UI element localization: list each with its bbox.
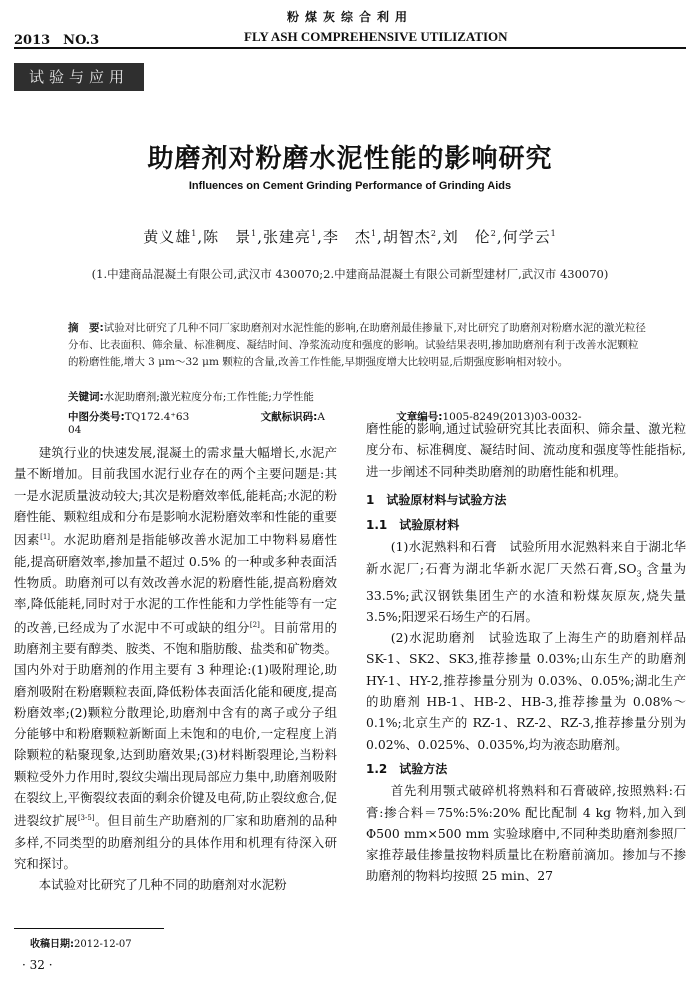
author: 胡智杰$^2$: [382, 228, 437, 246]
author: 何学云$^1$: [502, 228, 557, 246]
header-divider: [14, 47, 686, 49]
author: 张建亮$^1$: [263, 228, 318, 246]
journal-header: [14, 27, 686, 47]
affiliation: (1.中建商品混凝土有限公司,武汉市 430070;2.中建商品混凝土有限公司新型建材厂,武汉市 430070): [91, 267, 609, 281]
paragraph: (2)水泥助磨剂 试验选取了上海生产的助磨剂样品 SK-1、SK2、SK3,推荐掺量 0.03%;山东生产的助磨剂 HY-1、HY-2,推荐掺量分别为 0.03%、0.05%;湖北生产的助磨剂 HB-1、HB-2、HB-3,推荐掺量为 0.08%～0.1%;北京生产的 RZ-1、RZ-2、RZ-3,推荐掺量分别为 0.02%、0.025%、0.035%,均为液态助磨剂。: [366, 630, 686, 752]
right-column: [366, 418, 686, 887]
article-title-en: Influences on Cement Grinding Performance of Grinding Aids: [188, 180, 512, 192]
article-number: 文章编号:1005-8249(2013)03-0032-04: [68, 411, 582, 436]
issue-number: 2013 NO.3: [14, 33, 100, 48]
author: 李 杰$^1$: [322, 228, 378, 246]
journal-title-en: FLY ASH COMPREHENSIVE UTILIZATION: [244, 29, 508, 44]
citation: [3-5]: [77, 814, 95, 823]
abstract-text: 试验对比研究了几种不同厂家助磨剂对水泥性能的影响,在助磨剂最佳掺量下,对比研究了助磨剂对粉磨水泥的激光粒径分布、比表面积、筛余量、标准稠度、凝结时间、净浆流动度和强度的影响。试验结果表明,掺加助磨剂有利于改善水泥颗粒的粉磨性能,增大 3 μm～32 μm 颗粒的含量,改善工作性能,早期强度增大比较明显,后期强度影响相对较小。: [68, 322, 646, 368]
keywords-label: 关键词:: [68, 391, 104, 403]
subsection-heading: 1.1 试验原材料: [366, 518, 460, 533]
paragraph: (1)水泥熟料和石膏 试验所用水泥熟料来自于湖北华新水泥厂;石膏为湖北华新水泥厂天然石膏$,SO_3$ 含量为 33.5%;武汉钢铁集团生产的水渣和粉煤灰原灰,烧失量 3.5%;阳逻采石场生产的石屑。: [366, 539, 686, 624]
author-list: 黄义雄$^1$,陈 景$^1$,张建亮$^1$,李 杰$^1$,胡智杰$^2$,刘 伦$^2$,何学云$^1$: [143, 228, 557, 246]
clc-code: 中图分类号:TQ172.4⁺63: [68, 411, 190, 423]
citation: [1]: [40, 533, 51, 542]
abstract: [68, 320, 648, 371]
article-title-cn: 助磨剂对粉磨水泥性能的影响研究: [147, 144, 553, 174]
footnote-divider: [14, 928, 164, 929]
subsection-heading: 1.2 试验方法: [366, 761, 448, 776]
author: 黄义雄$^1$: [143, 228, 198, 246]
section-heading: 1 试验原材料与试验方法: [366, 492, 507, 507]
doc-code: 文献标识码:A: [260, 411, 325, 423]
author: 陈 景$^1$: [203, 228, 258, 246]
keywords: [68, 389, 648, 404]
left-column: [14, 442, 337, 896]
citation: [2]: [249, 620, 260, 629]
received-date: 收稿日期:2012-12-07: [30, 939, 132, 950]
abstract-label: 摘 要:: [68, 322, 104, 334]
paragraph: 本试验对比研究了几种不同的助磨剂对水泥粉: [38, 877, 287, 893]
author: 刘 伦$^2$: [442, 228, 497, 246]
section-tag: 试验与应用: [14, 63, 144, 91]
paragraph: 磨性能的影响,通过试验研究其比表面积、筛余量、激光粒度分布、标准稠度、凝结时间、流动度和强度等性能指标,进一步阐述不同种类助磨剂的助磨性能和机理。: [366, 421, 686, 479]
journal-title-cn: 粉煤灰综合利用: [286, 10, 413, 24]
keywords-text: 水泥助磨剂;激光粒度分布;工作性能;力学性能: [103, 391, 314, 403]
page-number: · 32 ·: [22, 958, 53, 972]
paragraph: 建筑行业的快速发展,混凝土的需求量大幅增长,水泥产量不断增加。目前我国水泥行业存在的两个主要问题是:其一是水泥质量波动较大;其次是粉磨效率低,能耗高;水泥的粉磨性能、颗粒组成和分布是影响水泥粉磨效率和性能的重要因素[1]。水泥助磨剂是指能够改善水泥加工中物料易磨性能,提高研磨效率,掺加量不超过 0.5% 的一种或多种表面活性物质。助磨剂可以有效改善水泥的粉磨性能,提高粉磨效率,降低能耗,同时对于水泥的工作性能和力学性能等有一定的改善,已经成为了水泥中不可或缺的组分[2]。目前常用的助磨剂主要有醇类、胺类、不饱和脂肪酸、盐类和矿物类。国内外对于助磨剂的作用主要有 3 种理论:(1)吸附理论,助磨剂吸附在粉磨颗粒表面,降低粉体表面活化能和硬度,提高粉磨效率;(2)颗粒分散理论,助磨剂中含有的离子或分子组分能够中和粉磨颗粒新断面上未饱和的电价,一定程度上消除颗粒的粘聚现象,达到助磨效果;(3)材料断裂理论,当粉料颗粒受外力作用时,裂纹尖端出现局部应力集中,助磨剂吸附在裂纹上,平衡裂纹表面的剩余价键及电荷,防止裂纹愈合,促进裂纹扩展[3-5]。但目前生产助磨剂的厂家和助磨剂的品种多样,不同类型的助磨剂组分的具体作用和机理有待深入研究和探讨。: [14, 445, 338, 872]
paragraph: 首先利用颚式破碎机将熟料和石膏破碎,按照熟料:石膏:掺合料＝75%:5%:20% 配比配制 4 kg 物料,加入到 Φ500 mm×500 mm 实验球磨中,不同种类助磨剂参照厂家推荐最佳掺量按物料质量比在粉磨前滴加。掺加与不掺助磨剂的物料均按照 25 min、27: [366, 783, 686, 884]
